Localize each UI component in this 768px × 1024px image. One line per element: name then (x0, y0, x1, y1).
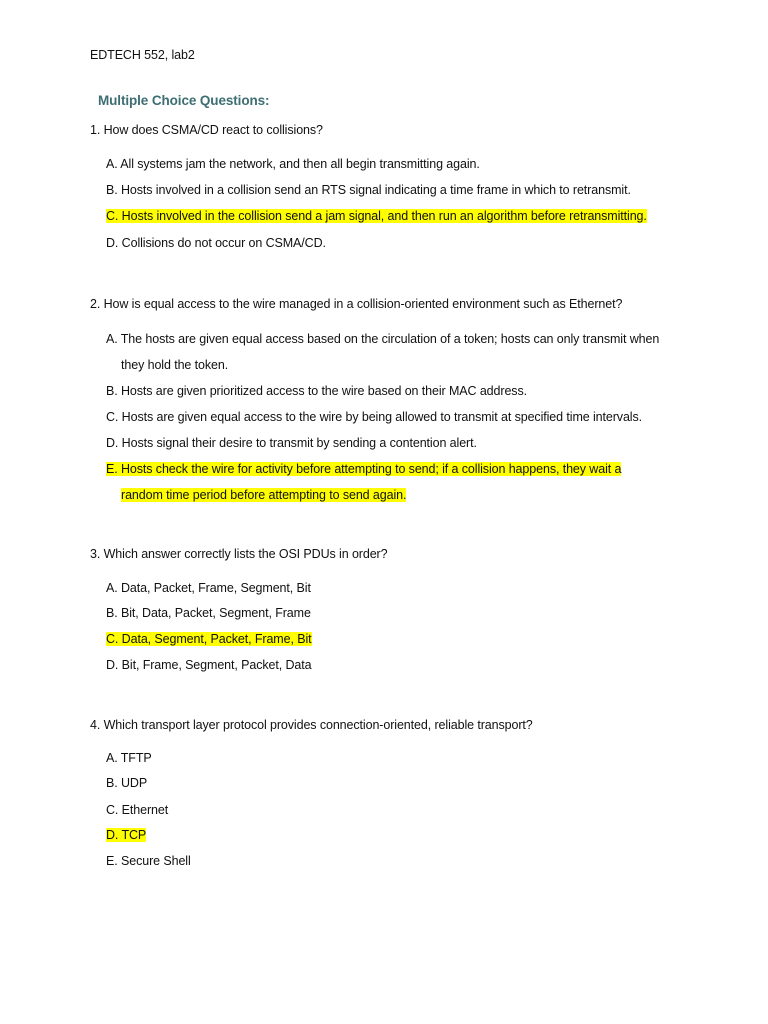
section-heading: Multiple Choice Questions: (98, 93, 270, 108)
question-1-option-b: B. Hosts involved in a collision send an RTS signal indicating a time frame in which to retransmit. (106, 183, 631, 197)
question-3-option-b: B. Bit, Data, Packet, Segment, Frame (106, 606, 311, 620)
question-4-option-c: C. Ethernet (106, 803, 169, 817)
answer-highlight: C. Data, Segment, Packet, Frame, Bit (106, 632, 312, 646)
question-3-option-d: D. Bit, Frame, Segment, Packet, Data (106, 658, 312, 672)
question-2-option-a-continued: they hold the token. (121, 358, 229, 372)
question-3-option-c-correct (106, 631, 312, 647)
question-4-prompt: 4. Which transport layer protocol provides connection-oriented, reliable transport? (90, 718, 533, 732)
question-2-option-d: D. Hosts signal their desire to transmit by sending a contention alert. (106, 436, 477, 450)
question-4-option-e: E. Secure Shell (106, 854, 191, 868)
question-3-prompt: 3. Which answer correctly lists the OSI PDUs in order? (90, 547, 388, 561)
answer-highlight: random time period before attempting to send again. (121, 488, 407, 502)
answer-highlight: E. Hosts check the wire for activity before attempting to send; if a collision happens, they wait a (106, 462, 622, 476)
question-2-option-a: A. The hosts are given equal access based on the circulation of a token; hosts can only transmit when (106, 332, 660, 346)
question-2-option-e-correct (106, 461, 621, 477)
question-4-option-a: A. TFTP (106, 751, 152, 765)
question-1-option-d: D. Collisions do not occur on CSMA/CD. (106, 236, 326, 250)
question-1-option-c-correct (106, 208, 647, 224)
document-title: EDTECH 552, lab2 (90, 48, 195, 62)
question-2-prompt: 2. How is equal access to the wire managed in a collision-oriented environment such as Ethernet? (90, 297, 623, 311)
question-2-option-e-continued (121, 487, 406, 503)
question-2-option-c: C. Hosts are given equal access to the wire by being allowed to transmit at specified time intervals. (106, 410, 642, 424)
question-3-option-a: A. Data, Packet, Frame, Segment, Bit (106, 581, 311, 595)
answer-highlight: D. TCP (106, 828, 147, 842)
question-1-prompt: 1. How does CSMA/CD react to collisions? (90, 123, 323, 137)
question-2-option-b: B. Hosts are given prioritized access to the wire based on their MAC address. (106, 384, 527, 398)
question-4-option-d-correct (106, 827, 146, 843)
answer-highlight: C. Hosts involved in the collision send a jam signal, and then run an algorithm before retransmitting. (106, 209, 647, 223)
question-4-option-b: B. UDP (106, 776, 148, 790)
question-1-option-a: A. All systems jam the network, and then all begin transmitting again. (106, 157, 480, 171)
